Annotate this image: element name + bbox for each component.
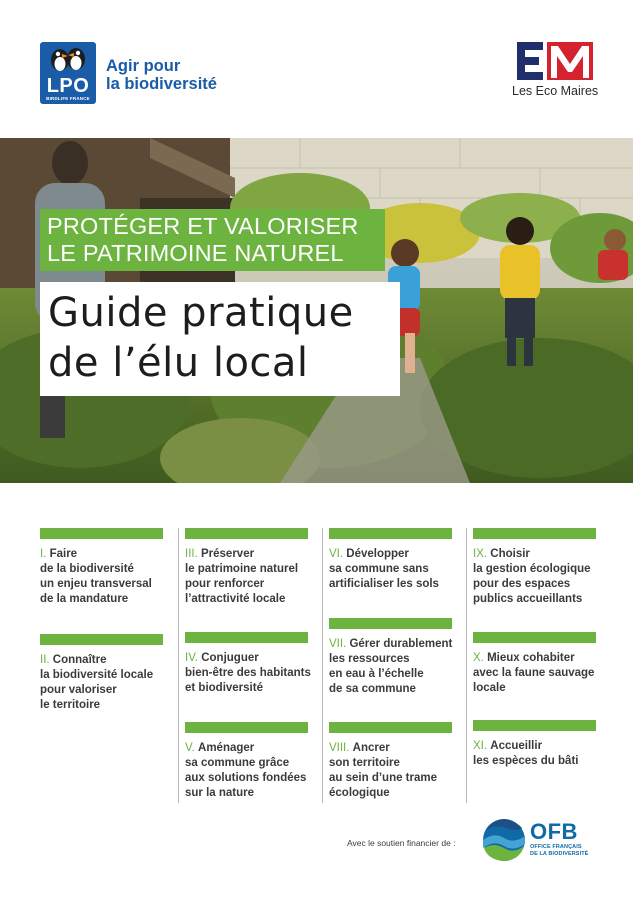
lpo-tagline [106, 57, 217, 93]
table-of-contents [40, 528, 600, 808]
toc-bar [185, 722, 308, 733]
toc-item: III. Préserver le patrimoine naturel pour renforcer l’attractivité locale [185, 528, 308, 607]
hero-subtitle-line: PROTÉGER ET VALORISER [47, 213, 359, 239]
toc-bar [473, 528, 596, 539]
toc-column [466, 528, 600, 803]
ecomaires-label: Les Eco Maires [512, 84, 599, 98]
ofb-subtitle [530, 844, 588, 857]
lpo-wordmark: LPO [46, 75, 90, 97]
hero-subtitle-line: LE PATRIMOINE NATUREL [47, 240, 344, 266]
toc-item: II. Connaître la biodiversité locale pour valoriser le territoire [40, 634, 163, 713]
toc-bar [473, 632, 596, 643]
hero-title-line: Guide pratique [48, 290, 354, 336]
hero-title-line: de l’élu local [48, 340, 309, 386]
lpo-subtitle: BIRDLIFE FRANCE [46, 96, 90, 101]
tagline-line: la biodiversité [106, 75, 217, 93]
hero-title [40, 282, 400, 396]
toc-item: IX. Choisir la gestion écologique pour des espaces publics accueillants [473, 528, 596, 607]
toc-bar [40, 634, 163, 645]
ecomaires-logo [512, 42, 598, 98]
toc-bar [185, 632, 308, 643]
toc-bar [329, 528, 452, 539]
toc-bar [329, 722, 452, 733]
toc-column [322, 528, 454, 803]
ofb-subtitle-line: OFFICE FRANÇAIS [530, 844, 582, 850]
toc-item: VIII. Ancrer son territoire au sein d’une trame écologique [329, 722, 452, 801]
toc-item: VI. Développer sa commune sans artificialiser les sols [329, 528, 452, 592]
toc-item: V. Aménager sa commune grâce aux solutions fondées sur la nature [185, 722, 308, 801]
toc-bar [473, 720, 596, 731]
ecomaires-em-icon [517, 42, 593, 80]
toc-item: IV. Conjuguer bien-être des habitants et biodiversité [185, 632, 308, 696]
toc-bar [40, 528, 163, 539]
funding-text: Avec le soutien financier de : [347, 838, 456, 848]
toc-item: XI. Accueillir les espèces du bâti [473, 720, 596, 769]
toc-bar [329, 618, 452, 629]
toc-bar [185, 528, 308, 539]
toc-item: X. Mieux cohabiter avec la faune sauvage locale [473, 632, 596, 696]
ofb-wordmark: OFB [530, 819, 578, 844]
toc-item: VII. Gérer durablement les ressources en eau à l’échelle de sa commune [329, 618, 452, 697]
toc-item: I. Faire de la biodiversité un enjeu transversal de la mandature [40, 528, 163, 607]
toc-column [40, 528, 166, 803]
ofb-globe-icon [480, 818, 528, 862]
hero-subtitle [40, 209, 385, 271]
toc-column [178, 528, 310, 803]
ofb-subtitle-line: DE LA BIODIVERSITÉ [530, 850, 589, 857]
tagline-line: Agir pour [106, 57, 181, 75]
lpo-logo [40, 42, 96, 104]
